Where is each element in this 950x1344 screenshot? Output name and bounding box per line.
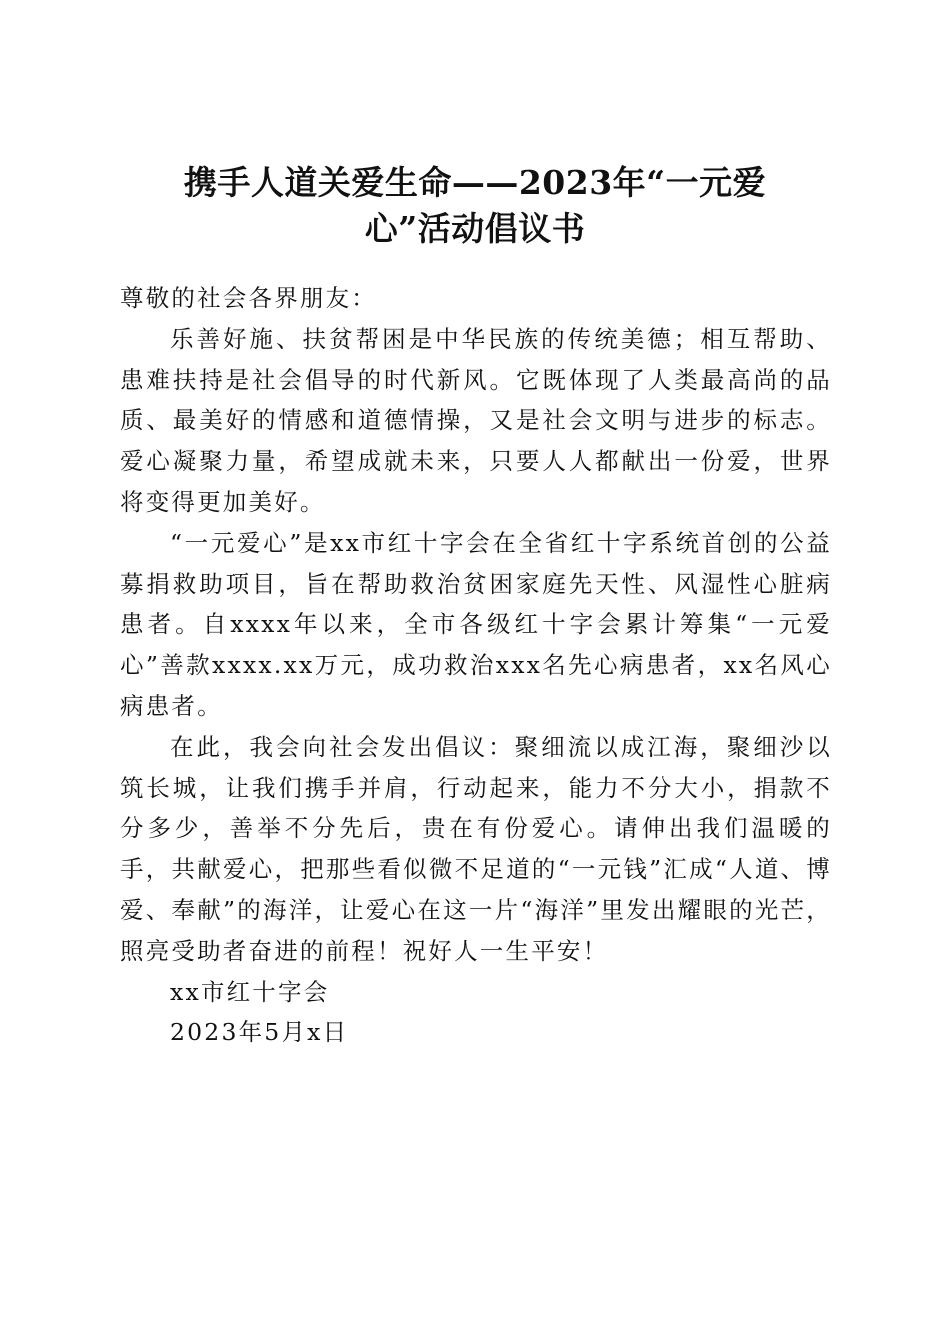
salutation: 尊敬的社会各界朋友：	[120, 284, 377, 312]
paragraph-2: “一元爱心”是xx市红十字会在全省红十字系统首创的公益募捐救助项目，旨在帮助救治贫困家庭先天性、风湿性心脏病患者。自xxxx年以来，全市各级红十字会累计筹集“一元爱心”善款xxxx.xx万元，成功救治xxx名先心病患者，xx名风心病患者。	[120, 528, 832, 720]
paragraph-3: 在此，我会向社会发出倡议：聚细流以成江海，聚细沙以筑长城，让我们携手并肩，行动起来，能力不分大小，捐款不分多少，善举不分先后，贵在有份爱心。请伸出我们温暖的手，共献爱心，把那些看似微不足道的“一元钱”汇成“人道、博爱、奉献”的海洋，让爱心在这一片“海洋”里发出耀眼的光芒，照亮受助者奋进的前程！祝好人一生平安！	[120, 732, 832, 965]
title-line-1: 携手人道关爱生命——2023年“一元爱	[183, 163, 767, 203]
document-title	[120, 160, 830, 252]
paragraph-1: 乐善好施、扶贫帮困是中华民族的传统美德；相互帮助、患难扶持是社会倡导的时代新风。它既体现了人类最高尚的品质、最美好的情感和道德情操，又是社会文明与进步的标志。爱心凝聚力量，希望成就未来，只要人人都献出一份爱，世界将变得更加美好。	[120, 324, 832, 516]
signature-organization: xx市红十字会	[170, 977, 330, 1006]
title-line-2: 心”活动倡议书	[364, 209, 586, 249]
signature-date: 2023年5月x日	[170, 1018, 349, 1047]
document-body	[120, 278, 832, 1053]
